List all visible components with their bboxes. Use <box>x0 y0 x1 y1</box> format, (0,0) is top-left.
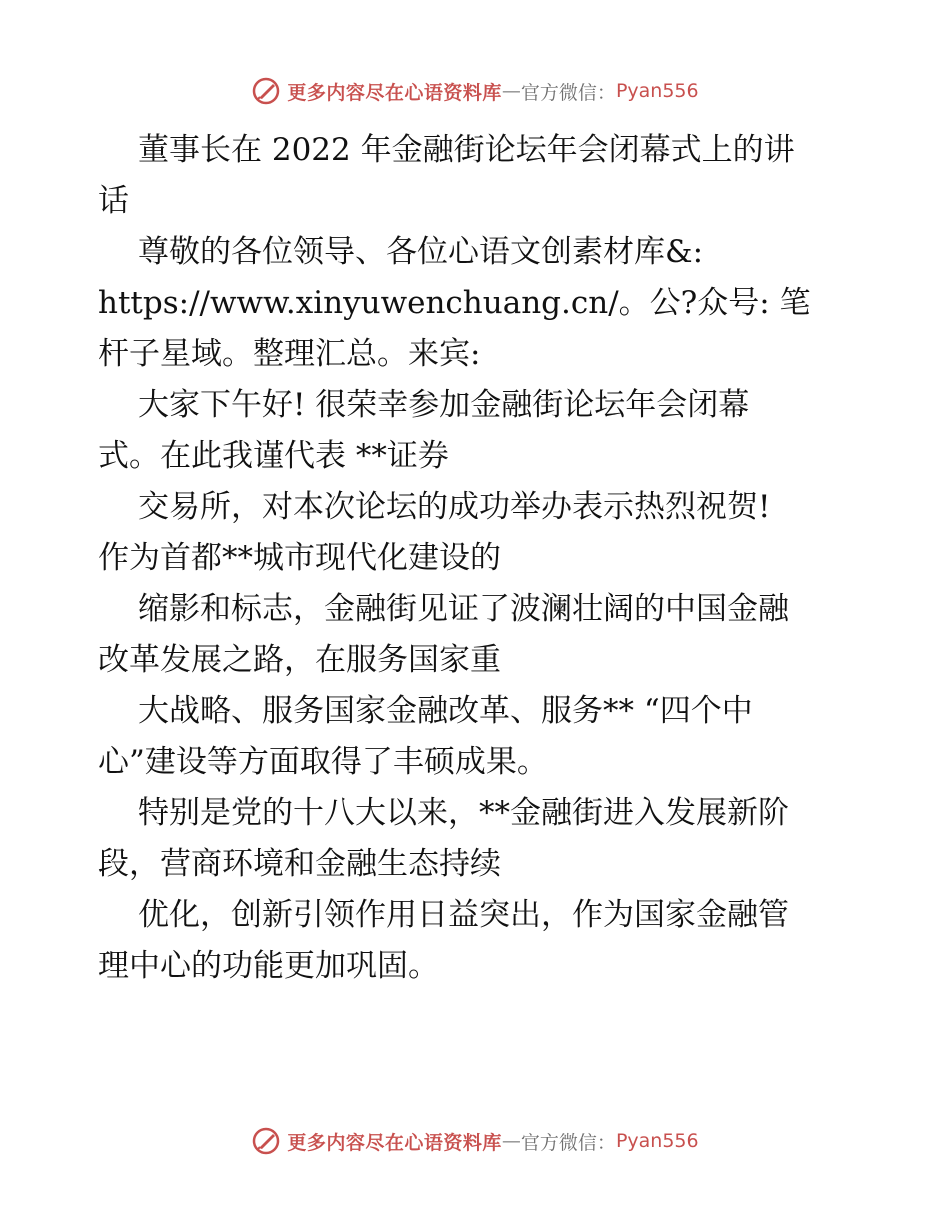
paragraph-line: 缩影和标志，金融街见证了波澜壮阔的中国金融 <box>138 591 789 627</box>
watermark-id: Pyan556 <box>615 80 699 102</box>
paragraph-line: 段，营商环境和金融生态持续 <box>98 846 501 882</box>
paragraph-line: 心”建设等方面取得了丰硕成果。 <box>98 744 548 780</box>
paragraph-line: 改革发展之路，在服务国家重 <box>98 642 501 678</box>
paragraph-line: 优化，创新引领作用日益突出，作为国家金融管 <box>138 897 789 933</box>
paragraph-line: 式。在此我谨代表 **证券 <box>98 438 449 474</box>
header-watermark <box>0 73 950 109</box>
paragraph-line: 交易所，对本次论坛的成功举办表示热烈祝贺! <box>138 489 771 525</box>
paragraph-line: 大战略、服务国家金融改革、服务** “四个中 <box>138 693 753 729</box>
feather-pen-logo-icon <box>251 76 281 106</box>
watermark-id: Pyan556 <box>615 1130 699 1152</box>
footer-watermark <box>0 1123 950 1159</box>
feather-pen-logo-icon <box>251 1126 281 1156</box>
watermark-label: 官方微信： <box>520 1131 616 1154</box>
paragraph-line: https://www.xinyuwenchuang.cn/。公?众号: 笔 <box>98 285 811 321</box>
watermark-separator: — <box>501 1130 521 1152</box>
paragraph-line: 作为首都**城市现代化建设的 <box>98 540 501 576</box>
watermark-label: 官方微信： <box>520 81 616 104</box>
document-body <box>98 125 858 992</box>
watermark-site-text: 更多内容尽在心语资料库 <box>287 81 502 104</box>
paragraph-line: 杆子星域。整理汇总。来宾: <box>98 336 481 372</box>
watermark-separator: — <box>501 80 521 102</box>
paragraph-line: 理中心的功能更加巩固。 <box>98 948 439 984</box>
paragraph-line: 大家下午好! 很荣幸参加金融街论坛年会闭幕 <box>138 387 750 423</box>
title-line-1: 董事长在 2022 年金融街论坛年会闭幕式上的讲 <box>138 132 795 168</box>
title-line-2: 话 <box>98 183 129 219</box>
paragraph-line: 特别是党的十八大以来，**金融街进入发展新阶 <box>138 795 789 831</box>
paragraph-line: 尊敬的各位领导、各位心语文创素材库&: <box>138 234 704 270</box>
watermark-site-text: 更多内容尽在心语资料库 <box>287 1131 502 1154</box>
